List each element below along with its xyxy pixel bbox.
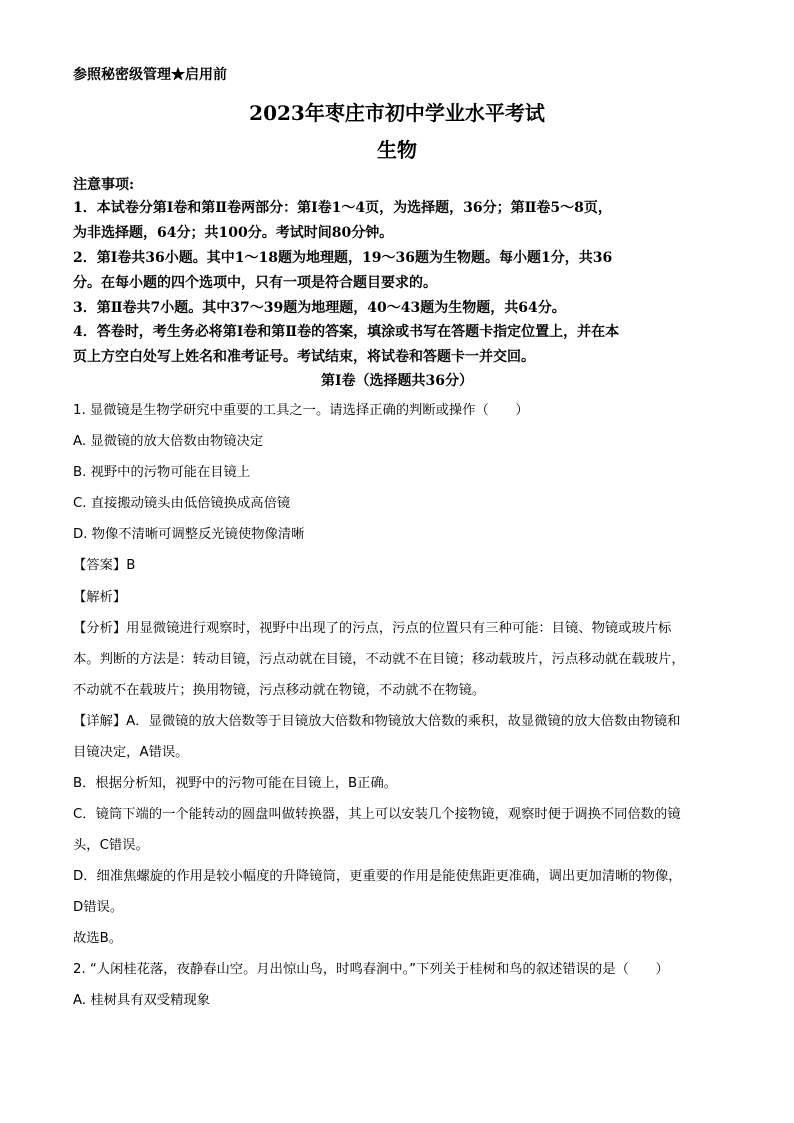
option-a: A. 显微镜的放大倍数由物镜决定: [73, 434, 264, 449]
question-stem: 1. 显微镜是生物学研究中重要的工具之一。请选择正确的判断或操作（ ）: [73, 403, 529, 418]
notes-line: 分。在每小题的四个选项中，只有一项是符合题目要求的。: [73, 275, 437, 291]
explanation-line: 不动就不在载玻片；换用物镜，污点移动就在物镜，不动就不在物镜。: [73, 683, 486, 698]
explanation-line: 头，C错误。: [73, 838, 149, 853]
explanation-line: 【详解】A．显微镜的放大倍数等于目镜放大倍数和物镜放大倍数的乘积，故显微镜的放大倍数由物镜和: [73, 714, 681, 729]
option-a: A. 桂树具有双受精现象: [73, 993, 210, 1008]
explanation-line: 故选B。: [73, 931, 123, 946]
analysis-tag: 【解析】: [73, 590, 127, 605]
notes-line: 3．第Ⅱ卷共7小题。其中37～39题为地理题，40～43题为生物题，共64分。: [73, 300, 566, 316]
answer-tag: 【答案】: [73, 558, 127, 573]
explanation-line: C．镜筒下端的一个能转动的圆盘叫做转换器，其上可以安装几个接物镜，观察时便于调换不同倍数的镜: [73, 807, 681, 822]
notes-line: 为非选择题，64分；共100分。考试时间80分钟。: [73, 225, 394, 241]
notes-line: 页上方空白处写上姓名和准考证号。考试结束，将试卷和答题卡一并交回。: [73, 349, 535, 365]
section-title: 第Ⅰ卷（选择题共36分）: [320, 373, 474, 389]
answer-value: B: [126, 558, 136, 573]
question-stem: 2. “人闲桂花落，夜静春山空。月出惊山鸟，时鸣春涧中。”下列关于桂树和鸟的叙述错误的是（ ）: [73, 962, 669, 977]
explanation-line: 目镜决定，A错误。: [73, 745, 189, 760]
option-d: D. 物像不清晰可调整反光镜使物像清晰: [73, 527, 305, 542]
explanation-line: B．根据分析知，视野中的污物可能在目镜上，B正确。: [73, 776, 398, 791]
exam-title: 2023年枣庄市初中学业水平考试: [249, 101, 545, 125]
notes-line: 4．答卷时，考生务必将第Ⅰ卷和第Ⅱ卷的答案，填涂或书写在答题卡指定位置上，并在本: [73, 324, 620, 340]
notes-line: 2．第Ⅰ卷共36小题。其中1～18题为地理题，19～36题为生物题。每小题1分，共36: [73, 250, 613, 266]
notes-heading: 注意事项:: [73, 177, 135, 193]
explanation-line: 本。判断的方法是：转动目镜，污点动就在目镜，不动就不在目镜；移动载玻片，污点移动就在载玻片，: [73, 652, 685, 667]
confidential-label: 参照秘密级管理★启用前: [73, 67, 227, 83]
explanation-line: 【分析】用显微镜进行观察时，视野中出现了的污点，污点的位置只有三种可能：目镜、物镜或玻片标: [73, 621, 672, 636]
option-c: C. 直接搬动镜头由低倍镜换成高倍镜: [73, 496, 291, 511]
explanation-line: D．细准焦螺旋的作用是较小幅度的升降镜筒，更重要的作用是能使焦距更准确，调出更加清晰的物像，: [73, 869, 682, 884]
notes-line: 1．本试卷分第Ⅰ卷和第Ⅱ卷两部分：第Ⅰ卷1～4页，为选择题，36分；第Ⅱ卷5～8页，: [73, 200, 612, 216]
option-b: B. 视野中的污物可能在目镜上: [73, 465, 251, 480]
subject-title: 生物: [377, 138, 417, 162]
explanation-line: D错误。: [73, 900, 124, 915]
answer-row: [73, 554, 135, 573]
